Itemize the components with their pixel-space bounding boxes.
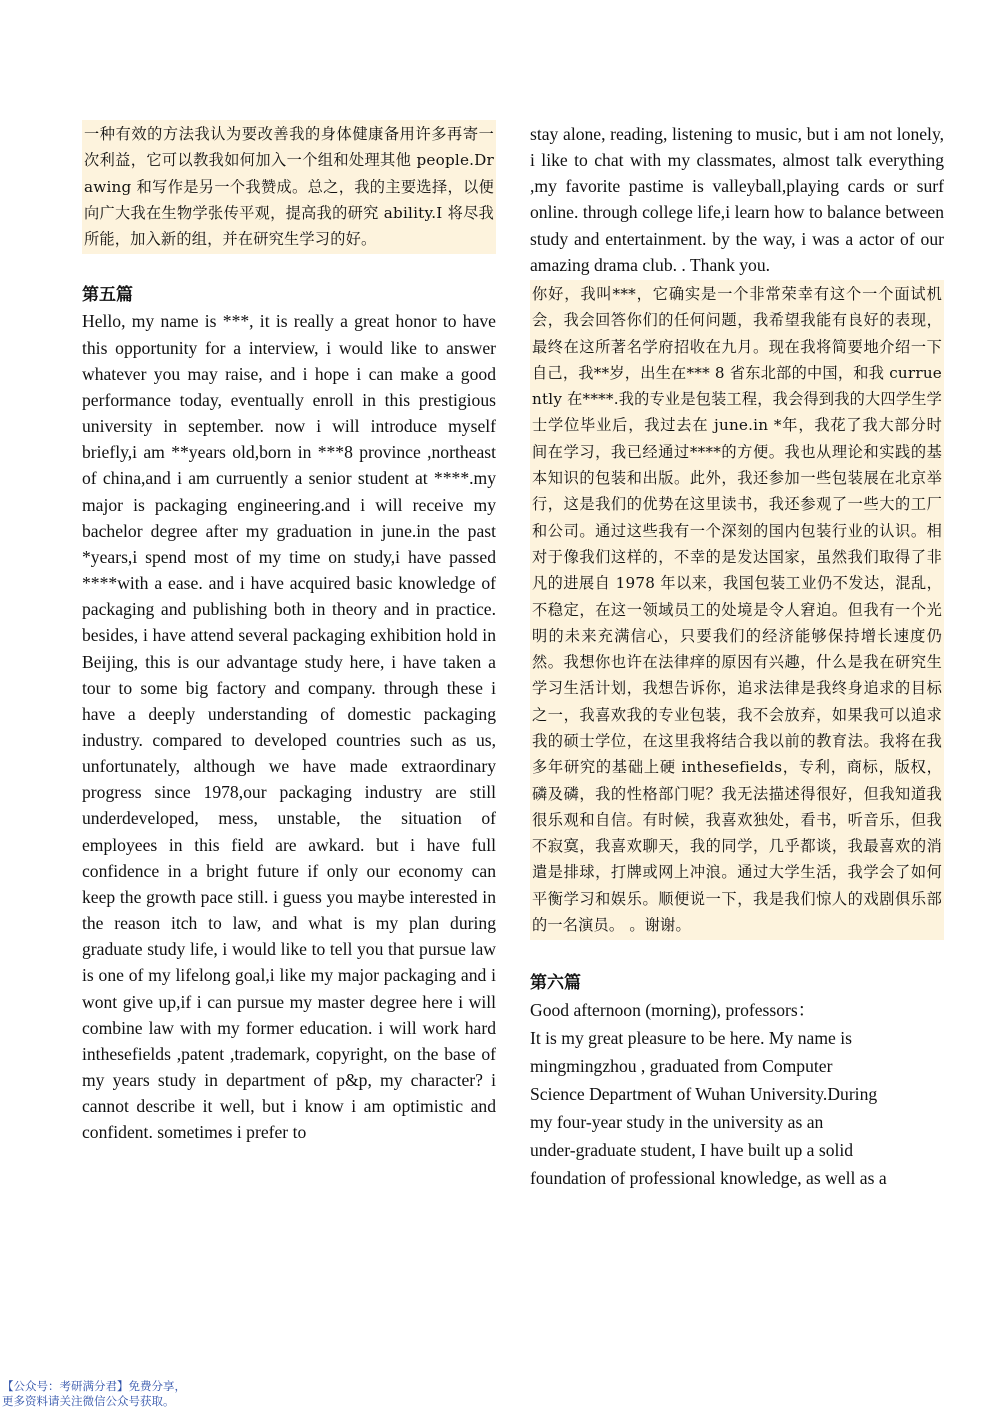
right-column [530, 120, 944, 1192]
text-line: Science Department of Wuhan University.During [530, 1084, 878, 1105]
footer-line-1: 【公众号：考研满分君】免费分享， [2, 1379, 186, 1393]
zh-translation-paragraph-2: 你好，我叫***，它确实是一个非常荣幸有这个一个面试机会，我会回答你们的任何问题，我希望我能有良好的表现，最终在这所著名学府招收在九月。现在我将简要地介绍一下自己，我**岁，出生在*** 8 省东北部的中国，和我 curruently 在****.我的专业是包装工程，我会得到我的大四学生学士学位毕业后，我过去在 june.in *年，我花了我大部分时间在学习，我已经通过****的方便。我也从理论和实践的基本知识的包装和出版。此外，我还参加一些包装展在北京举行，这是我们的优势在这里读书，我还参观了一些大的工厂和公司。通过这些我有一个深刻的国内包装行业的认识。相对于像我们这样的，不幸的是发达国家，虽然我们取得了非凡的进展自 1978 年以来，我国包装工业仍不发达，混乱，不稳定，在这一领域员工的处境是令人窘迫。但我有一个光明的未来充满信心，只要我们的经济能够保持增长速度仍然。我想你也许在法律痒的原因有兴趣，什么是我在研究生学习生活计划，我想告诉你，追求法律是我终身追求的目标之一，我喜欢我的专业包装，我不会放弃，如果我可以追求我的硕士学位，在这里我将结合我以前的教育法。我将在我多年研究的基础上硬 inthesefields，专利，商标，版权，磷及磷，我的性格部门呢？我无法描述得很好，但我知道我很乐观和自信。有时候，我喜欢独处，看书，听音乐，但我不寂寞，我喜欢聊天，我的同学，几乎都谈，我最喜欢的消遣是排球，打牌或网上冲浪。通过大学生活，我学会了如何平衡学习和娱乐。顺便说一下，我是我们惊人的戏剧俱乐部的一名演员。 。谢谢。 [530, 280, 944, 940]
text-line: under-graduate student, I have built up a solid [530, 1140, 854, 1161]
en-continuation-paragraph: stay alone, reading, listening to music, but i am not lonely, i like to chat with my classmates, almost talk everything ,my favorite pastime is valleyball,playing cards or surf online. through college life,i learn how to balance between study and entertainment. by the way, i was a actor of our amazing drama club. . Thank you. [530, 124, 944, 275]
footer-watermark [2, 1379, 186, 1409]
text-line: mingmingzhou , graduated from Computer [530, 1056, 833, 1077]
text-line: It is my great pleasure to be here. My name is [530, 1028, 852, 1049]
section-heading-6: 第六篇 [530, 973, 581, 994]
en-self-introduction-6 [530, 996, 944, 1192]
en-self-introduction-paragraph: Hello, my name is ***, it is really a great honor to have this opportunity for a interview, i would like to answer whatever you may raise, and i hope i can make a good performance today, eventually enroll in this prestigious university in september. now i will introduce myself briefly,i am **years old,born in ***8 province ,northeast of china,and i am curruently a senior student at ****.my major is packaging engineering.and i will receive my bachelor degree after my graduation in june.in the past *years,i spend most of my time on study,i have passed ****with a ease. and i have acquired basic knowledge of packaging and publishing both in theory and in practice. besides, i have attend several packaging exhibition hold in Beijing, this is our advantage study here, i have taken a tour to some big factory and company. through these i have a deeply understanding of domestic packaging industry. compared to developed countries such as us, unfortunately, although we have made extraordinary progress since 1978,our packaging industry are still underdeveloped, mess, unstable, the situation of employees in this field are awkard. but i have full confidence in a bright future if only our economy can keep the growth pace still. i guess you maybe interested in the reason itch to law, and what is my plan during graduate study life, i would like to tell you that pursue law is one of my lifelong goal,i like my major packaging and i wont give up,if i can pursue my master degree here i will combine law with my former education. i will work hard inthesefields ,patent ,trademark, copyright, on the base of my years study in department of p&p, my character? i cannot describe it well, but i know i am optimistic and confident. sometimes i prefer to [82, 311, 496, 1143]
text-line: foundation of professional knowledge, as well as a [530, 1168, 887, 1189]
section-heading-5: 第五篇 [82, 285, 133, 306]
footer-line-2: 更多资料请关注微信公众号获取。 [2, 1394, 175, 1408]
text-line: my four-year study in the university as an [530, 1112, 824, 1133]
zh-translation-paragraph: 一种有效的方法我认为要改善我的身体健康备用许多再寄一次利益，它可以教我如何加入一个组和处理其他 people.Drawing 和写作是另一个我赞成。总之，我的主要选择，以便向广大我在生物学张传平观，提高我的研究 ability.I 将尽我所能，加入新的组，并在研究生学习的好。 [82, 120, 496, 254]
text-line: Good afternoon (morning), professors： [530, 1000, 816, 1021]
left-column [82, 120, 496, 1145]
